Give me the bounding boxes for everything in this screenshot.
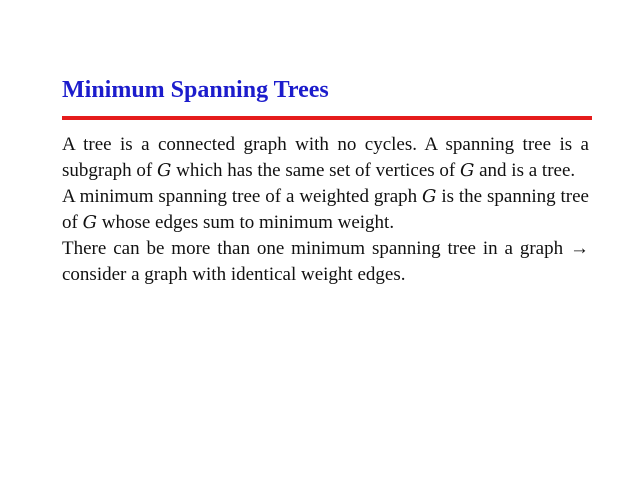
text-segment: There can be more than one minimum spanning tree in a graph → consider a graph with identical weight edges. (62, 238, 589, 285)
math-symbol: G (156, 160, 172, 181)
text-segment: is the spanning tree of (62, 186, 589, 233)
paragraph-multiple-msts (62, 236, 589, 288)
paragraph-mst-definition (62, 184, 589, 236)
math-symbol: G (82, 212, 97, 233)
text-segment: whose edges sum to minimum weight. (96, 212, 395, 233)
paragraph-tree-definition (62, 132, 589, 184)
text-segment: and is a tree. (474, 160, 576, 181)
slide-title: Minimum Spanning Trees (62, 77, 329, 103)
text-segment: A tree is a connected graph with no cycles. A spanning tree is a subgraph of (62, 134, 589, 181)
title-underline-rule (62, 116, 592, 120)
math-symbol: G (459, 160, 475, 181)
math-symbol: G (422, 186, 437, 207)
text-segment: which has the same set of vertices of (171, 160, 460, 181)
text-segment: A minimum spanning tree of a weighted graph (62, 186, 423, 207)
slide-body (62, 132, 589, 288)
